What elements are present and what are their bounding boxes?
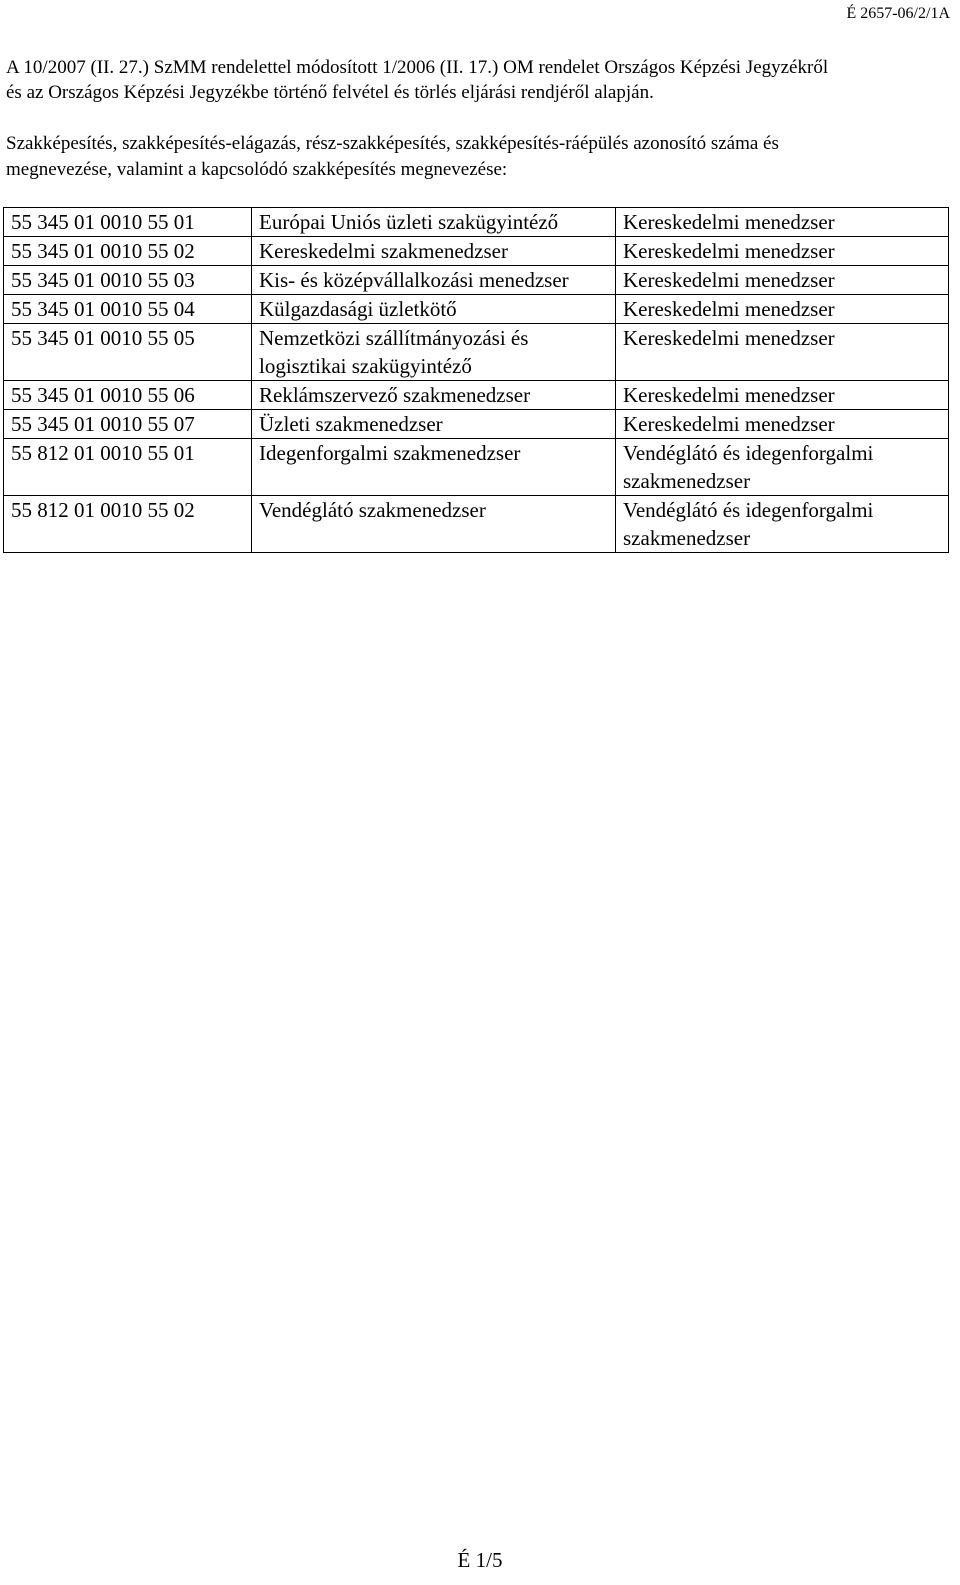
- qualification-code-cell: 55 812 01 0010 55 01: [4, 439, 252, 496]
- qualification-name-cell: Reklámszervező szakmenedzser: [252, 381, 616, 410]
- table-row: [4, 324, 949, 381]
- qualification-code-cell: 55 345 01 0010 55 06: [4, 381, 252, 410]
- table-row: [4, 237, 949, 266]
- qualification-name-cell: Üzleti szakmenedzser: [252, 410, 616, 439]
- qualification-code-cell: 55 345 01 0010 55 07: [4, 410, 252, 439]
- qualification-code-cell: 55 812 01 0010 55 02: [4, 496, 252, 553]
- table-row: [4, 295, 949, 324]
- qualification-code-cell: 55 345 01 0010 55 05: [4, 324, 252, 381]
- qualification-code-cell: 55 345 01 0010 55 01: [4, 208, 252, 237]
- table-row: [4, 439, 949, 496]
- qualification-name-cell: Külgazdasági üzletkötő: [252, 295, 616, 324]
- legal-basis-text: [6, 55, 951, 105]
- page-number: É 1/5: [457, 1548, 503, 1572]
- table-row: [4, 208, 949, 237]
- qualification-name-cell: Európai Uniós üzleti szakügyintéző: [252, 208, 616, 237]
- qualification-name-cell: Kis- és középvállalkozási menedzser: [252, 266, 616, 295]
- qualification-code-cell: 55 345 01 0010 55 04: [4, 295, 252, 324]
- table-row: [4, 381, 949, 410]
- document-code: É 2657-06/2/1A: [846, 5, 950, 22]
- qualification-heading-line-1: Szakképesítés, szakképesítés-elágazás, rész-szakképesítés, szakképesítés-ráépülés azonosító száma és: [6, 133, 779, 154]
- qualification-name-cell: Kereskedelmi szakmenedzser: [252, 237, 616, 266]
- qualification-table: [3, 207, 949, 553]
- parent-qualification-cell: Kereskedelmi menedzser: [616, 410, 949, 439]
- parent-qualification-cell: Kereskedelmi menedzser: [616, 381, 949, 410]
- qualification-name-cell: Vendéglátó szakmenedzser: [252, 496, 616, 553]
- qualification-heading: [6, 131, 951, 183]
- qualification-heading-line-2: megnevezése, valamint a kapcsolódó szakképesítés megnevezése:: [6, 159, 508, 180]
- parent-qualification-cell: Vendéglátó és idegenforgalmi szakmenedzser: [616, 496, 949, 553]
- qualification-name-cell: Nemzetközi szállítmányozási és logisztikai szakügyintéző: [252, 324, 616, 381]
- qualification-code-cell: 55 345 01 0010 55 02: [4, 237, 252, 266]
- parent-qualification-cell: Vendéglátó és idegenforgalmi szakmenedzser: [616, 439, 949, 496]
- parent-qualification-cell: Kereskedelmi menedzser: [616, 295, 949, 324]
- table-row: [4, 266, 949, 295]
- parent-qualification-cell: Kereskedelmi menedzser: [616, 266, 949, 295]
- legal-basis-line-1: A 10/2007 (II. 27.) SzMM rendelettel módosított 1/2006 (II. 17.) OM rendelet Országos Képzési Jegyzékről: [6, 57, 829, 78]
- qualification-code-cell: 55 345 01 0010 55 03: [4, 266, 252, 295]
- table-row: [4, 496, 949, 553]
- parent-qualification-cell: Kereskedelmi menedzser: [616, 324, 949, 381]
- table-row: [4, 410, 949, 439]
- legal-basis-line-2: és az Országos Képzési Jegyzékbe történő felvétel és törlés eljárási rendjéről alapján.: [6, 82, 654, 103]
- qualification-name-cell: Idegenforgalmi szakmenedzser: [252, 439, 616, 496]
- parent-qualification-cell: Kereskedelmi menedzser: [616, 208, 949, 237]
- parent-qualification-cell: Kereskedelmi menedzser: [616, 237, 949, 266]
